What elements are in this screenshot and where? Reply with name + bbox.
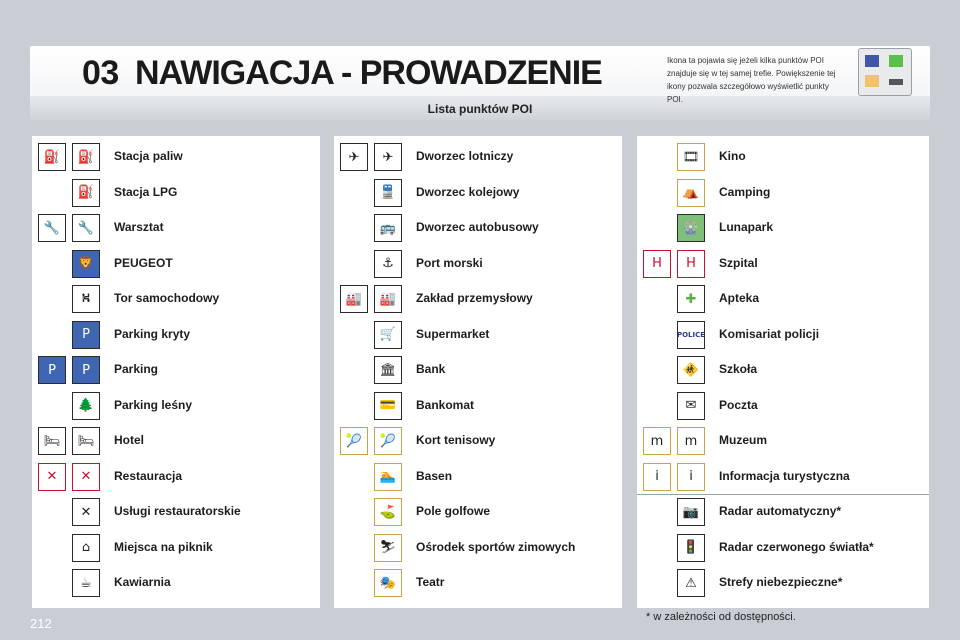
poi-label: Kino: [719, 149, 746, 163]
theatre-icon: 🎭: [374, 569, 402, 597]
hotel-bed-icon: 🛏: [38, 427, 66, 455]
school-icon: 🚸: [677, 356, 705, 384]
poi-row: [637, 460, 925, 494]
swimming-icon: 🏊: [374, 463, 402, 491]
bus-station-icon: 🚌: [374, 214, 402, 242]
poi-row: [32, 176, 320, 210]
poi-label: Teatr: [416, 575, 445, 589]
poi-column-1: [32, 136, 320, 608]
poi-row: [637, 176, 925, 210]
industrial-plant-icon: 🏭: [374, 285, 402, 313]
poi-label: Usługi restauratorskie: [114, 504, 241, 518]
peugeot-lion-icon: 🦁: [72, 250, 100, 278]
industrial-plant-icon: 🏭: [340, 285, 368, 313]
ski-icon: ⛷: [374, 534, 402, 562]
picnic-icon: ⌂: [72, 534, 100, 562]
poi-row: [32, 140, 320, 174]
poi-row: [637, 211, 925, 245]
poi-row: [32, 353, 320, 387]
camping-icon: ⛺: [677, 179, 705, 207]
poi-row: [334, 495, 622, 529]
cluster-note: Ikona ta pojawia się jeżeli kilka punktów POI znajduje się w tej samej trefie. Powiększenie tej ikony pozwala szczegółowo wyświetlić punkty POI.: [667, 56, 836, 104]
poi-row: [32, 318, 320, 352]
catering-icon: ✕: [72, 498, 100, 526]
poi-label: Parking leśny: [114, 397, 193, 412]
tennis-icon: 🎾: [340, 427, 368, 455]
seaport-icon: ⚓: [374, 250, 402, 278]
amusement-park-icon: 🎡: [677, 214, 705, 242]
section-divider: [637, 494, 929, 495]
poi-label: Apteka: [719, 291, 760, 305]
poi-row: [334, 140, 622, 174]
poi-row: [637, 353, 925, 387]
poi-row: [637, 140, 925, 174]
red-light-camera-icon: 🚦: [677, 534, 705, 562]
poi-row: [637, 566, 925, 600]
poi-column-2: [334, 136, 622, 608]
tourist-info-icon: i: [643, 463, 671, 491]
poi-row: [32, 566, 320, 600]
poi-row: [637, 495, 925, 529]
poi-label: Lunapark: [719, 220, 774, 234]
poi-row: [334, 247, 622, 281]
poi-row: [637, 424, 925, 458]
poi-label: Warsztat: [114, 220, 164, 234]
poi-row: [334, 531, 622, 565]
poi-label: Dworzec autobusowy: [416, 220, 539, 234]
poi-label: Camping: [719, 184, 771, 199]
poi-label: Kawiarnia: [114, 575, 171, 589]
poi-row: [334, 460, 622, 494]
poi-row: [334, 389, 622, 423]
poi-label: Muzeum: [719, 433, 767, 447]
train-station-icon: 🚆: [374, 179, 402, 207]
poi-label: Radar automatyczny*: [719, 504, 842, 518]
garage-icon: 🔧: [38, 214, 66, 242]
bank-icon: 🏛: [374, 356, 402, 384]
poi-row: [637, 282, 925, 316]
race-track-icon: ⛕: [72, 285, 100, 313]
poi-row: [637, 389, 925, 423]
restaurant-icon: ✕: [72, 463, 100, 491]
airport-icon: ✈: [374, 143, 402, 171]
poi-label: Parking kryty: [114, 326, 191, 341]
poi-row: [637, 531, 925, 565]
fuel-icon: ⛽: [38, 143, 66, 171]
shopping-cart-icon: 🛒: [374, 321, 402, 349]
parking-icon: P: [38, 356, 66, 384]
poi-row: [32, 389, 320, 423]
post-envelope-icon: ✉: [677, 392, 705, 420]
poi-row: [32, 282, 320, 316]
poi-label: Poczta: [719, 397, 758, 412]
section-subtitle: Lista punktów POI: [427, 102, 533, 116]
fuel-icon: ⛽: [72, 143, 100, 171]
poi-label: Restauracja: [114, 468, 183, 483]
poi-label: Szpital: [719, 255, 758, 270]
poi-column-3: [637, 136, 929, 608]
poi-label: Strefy niebezpieczne*: [719, 575, 843, 589]
poi-cluster-icon: [858, 48, 912, 96]
footnote: * w zależności od dostępności.: [646, 611, 796, 623]
cinema-icon: 🎞: [677, 143, 705, 171]
poi-label: Miejsca na piknik: [114, 539, 213, 554]
poi-row: [334, 282, 622, 316]
poi-row: [334, 353, 622, 387]
poi-row: [32, 211, 320, 245]
poi-row: [334, 211, 622, 245]
poi-label: Port morski: [416, 255, 483, 270]
restaurant-icon: ✕: [38, 463, 66, 491]
hospital-icon: H: [677, 250, 705, 278]
parking-icon: P: [72, 356, 100, 384]
poi-row: [334, 176, 622, 210]
poi-label: Tor samochodowy: [114, 291, 220, 305]
poi-row: [32, 460, 320, 494]
poi-row: [32, 247, 320, 281]
poi-label: Szkoła: [719, 362, 758, 376]
pharmacy-cross-icon: ✚: [677, 285, 705, 313]
museum-icon: m: [677, 427, 705, 455]
poi-label: Informacja turystyczna: [719, 468, 850, 483]
golf-icon: ⛳: [374, 498, 402, 526]
poi-label: Parking: [114, 362, 159, 376]
poi-row: [334, 318, 622, 352]
poi-label: Ośrodek sportów zimowych: [416, 539, 576, 554]
poi-row: [637, 318, 925, 352]
poi-label: Stacja LPG: [114, 184, 178, 199]
lpg-icon: ⛽: [72, 179, 100, 207]
poi-label: Pole golfowe: [416, 504, 491, 518]
danger-zone-icon: ⚠: [677, 569, 705, 597]
poi-label: Stacja paliw: [114, 149, 183, 163]
hospital-icon: H: [643, 250, 671, 278]
atm-icon: 💳: [374, 392, 402, 420]
page-number: 212: [30, 616, 52, 631]
poi-label: Kort tenisowy: [416, 433, 496, 447]
poi-row: [637, 247, 925, 281]
chapter-number: 03: [82, 54, 119, 92]
poi-label: Komisariat policji: [719, 326, 820, 341]
poi-row: [334, 424, 622, 458]
forest-parking-icon: 🌲: [72, 392, 100, 420]
speed-camera-icon: 📷: [677, 498, 705, 526]
page-title: NAWIGACJA - PROWADZENIE: [135, 54, 602, 92]
poi-label: Bankomat: [416, 397, 475, 412]
poi-label: Dworzec lotniczy: [416, 149, 514, 163]
poi-label: Basen: [416, 468, 453, 483]
hotel-bed-icon: 🛏: [72, 427, 100, 455]
poi-row: [32, 531, 320, 565]
garage-icon: 🔧: [72, 214, 100, 242]
covered-parking-icon: P: [72, 321, 100, 349]
poi-label: Bank: [416, 362, 446, 376]
poi-label: Radar czerwonego światła*: [719, 539, 874, 554]
poi-label: PEUGEOT: [114, 255, 173, 270]
police-text: POLICE: [676, 330, 706, 339]
poi-label: Supermarket: [416, 326, 490, 341]
top-band: [0, 0, 960, 46]
poi-label: Zakład przemysłowy: [416, 291, 533, 305]
tourist-info-icon: i: [677, 463, 705, 491]
poi-label: Hotel: [114, 433, 144, 447]
poi-label: Dworzec kolejowy: [416, 184, 520, 199]
cafe-icon: ☕: [72, 569, 100, 597]
airport-icon: ✈: [340, 143, 368, 171]
police-icon: [677, 321, 705, 349]
tennis-icon: 🎾: [374, 427, 402, 455]
poi-row: [32, 424, 320, 458]
museum-icon: m: [643, 427, 671, 455]
poi-row: [32, 495, 320, 529]
poi-row: [334, 566, 622, 600]
